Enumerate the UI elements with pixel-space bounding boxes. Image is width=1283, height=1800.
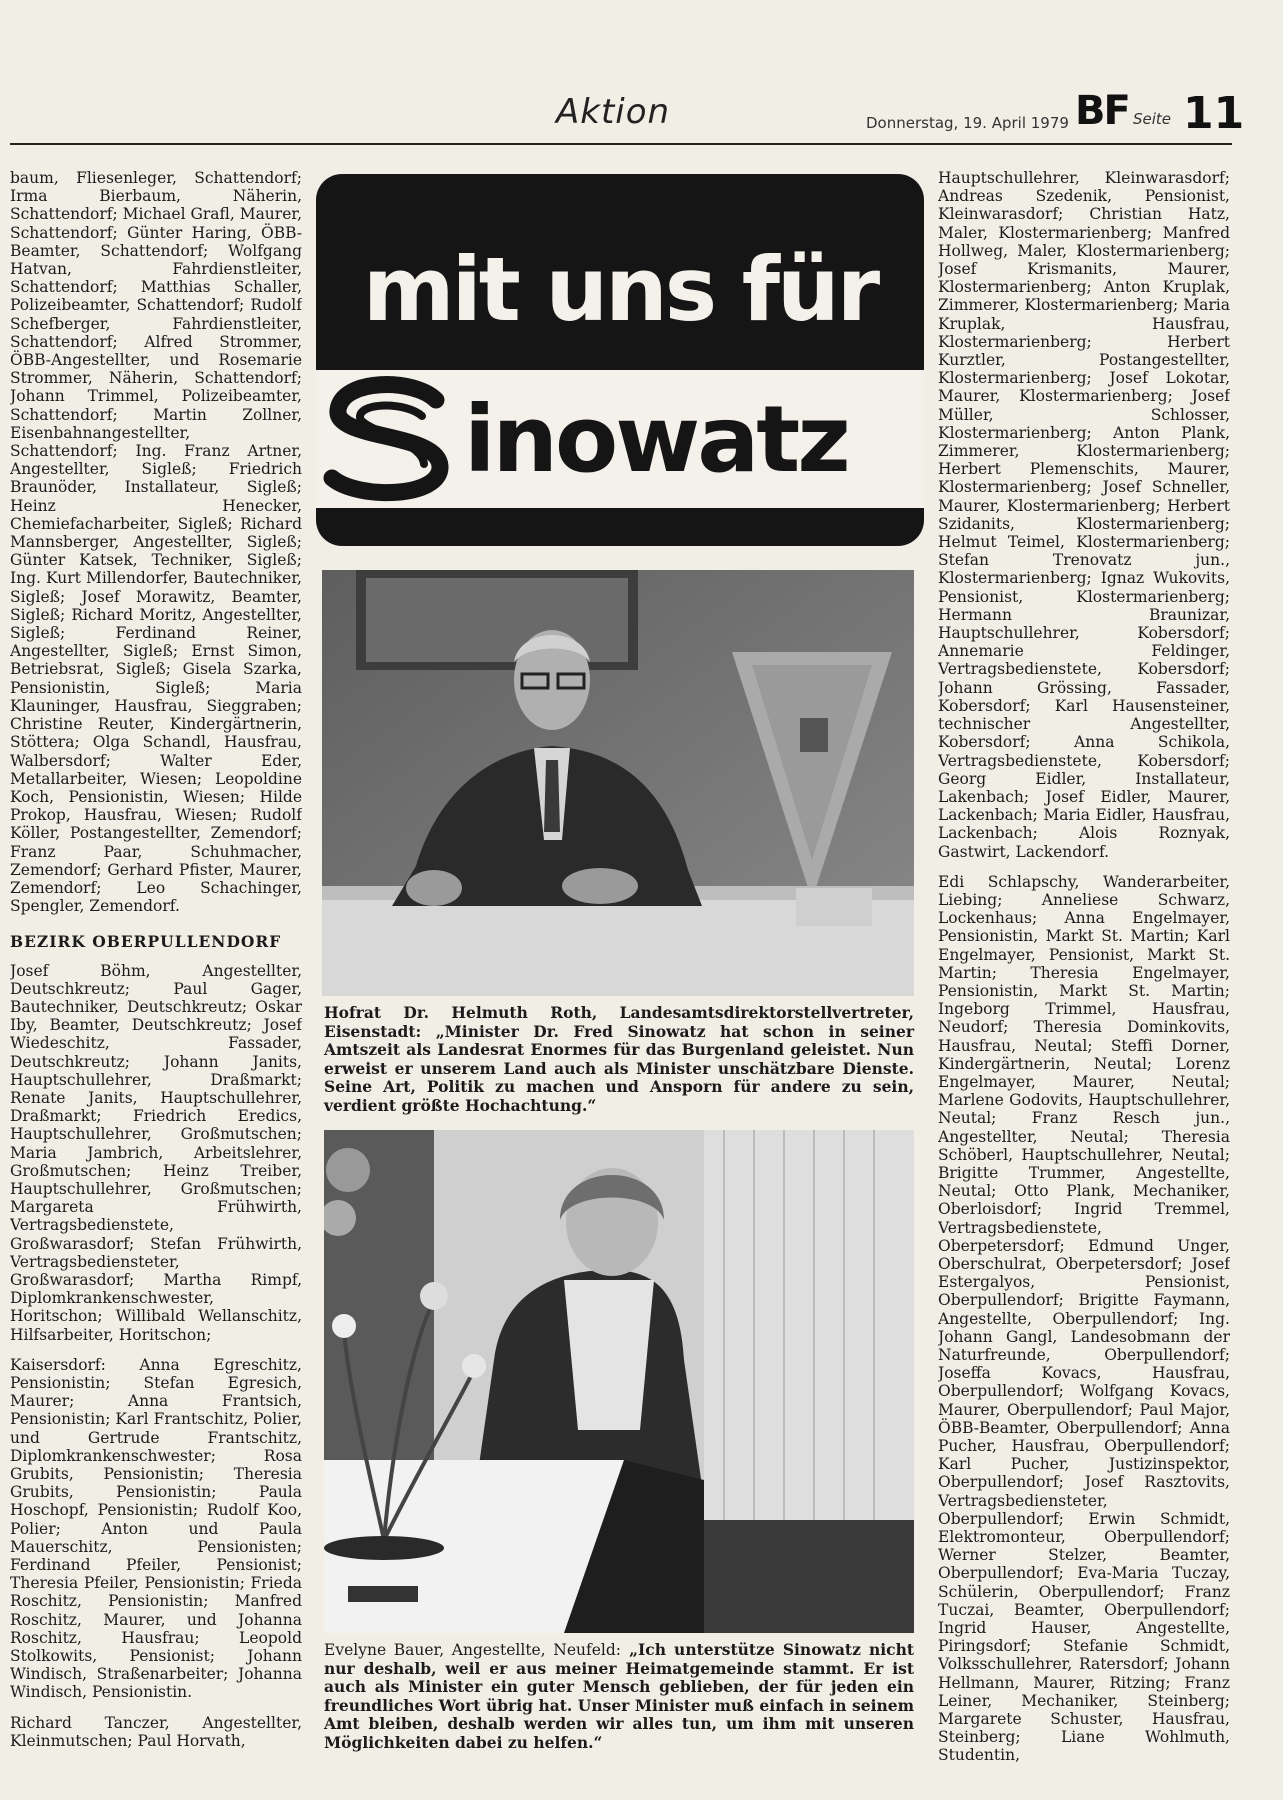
page-number: 11 [1183, 88, 1245, 139]
left-name-column [10, 169, 302, 1794]
photo2-caption-lead: Evelyne Bauer, Angestellte, Neufeld: [324, 1641, 621, 1659]
left-paragraph: Kaisersdorf: Anna Egreschitz, Pensionistin; Stefan Egresich, Maurer; Anna Frantsich, Pensionistin; Karl Frantschitz, Polier, und Gertrude Frantschitz, Diplomkrankenschwester; Rosa Grubits, Pensionistin; Theresia Grubits, Pensionistin; Paula Hoschopf, Pensionistin; Rudolf Koo, Polier; Anton und Paula Mauerschitz, Pensionisten; Ferdinand Pfeiler, Pensionist; Theresia Pfeiler, Pensionistin; Frieda Roschitz, Pensionistin; Manfred Roschitz, Maurer, und Johanna Roschitz, Hausfrau; Leopold Stolkowits, Pensionist; Johann Windisch, Straßenarbeiter; Johanna Windisch, Pensionistin. [10, 1355, 302, 1702]
page-header [0, 0, 1283, 150]
photo2-caption-quote: „Ich unterstütze Sinowatz nicht nur deshalb, weil er aus meiner Heimatgemeinde stammt. Er ist auch als Minister ein guter Mensch geblieben, der für jeden ein freundliches Wort übrig hat. Unser Minister muß einfach in seinem Amt bleiben, deshalb werden wir alles tun, um ihm mit unseren Möglichkeiten dabei zu helfen.“ [324, 1640, 914, 1752]
issue-date: Donnerstag, 19. April 1979 [866, 114, 1069, 132]
left-paragraph: baum, Fliesenleger, Schattendorf; Irma Bierbaum, Näherin, Schattendorf; Michael Grafl, Maurer, Schattendorf; Günter Haring, ÖBB-Beamter, Schattendorf; Wolfgang Hatvan, Fahrdienstleiter, Schattendorf; Matthias Schaller, Polizeibeamter, Schattendorf; Rudolf Schefberger, Fahrdienstleiter, Schattendorf; Alfred Strommer, ÖBB-Angestellter, und Rosemarie Strommer, Näherin, Schattendorf; Johann Trimmel, Polizeibeamter, Schattendorf; Martin Zollner, Eisenbahnangestellter, Schattendorf; Ing. Franz Artner, Angestellter, Sigleß; Friedrich Braunöder, Installateur, Sigleß; Heinz Henecker, Chemiefacharbeiter, Sigleß; Richard Mannsberger, Angestellter, Sigleß; Günter Katsek, Techniker, Sigleß; Ing. Kurt Millendorfer, Bautechniker, Sigleß; Josef Morawitz, Beamter, Sigleß; Richard Moritz, Angestellter, Sigleß; Ferdinand Reiner, Angestellter, Sigleß; Ernst Simon, Betriebsrat, Sigleß; Gisela Szarka, Pensionistin, Sigleß; Maria Klauninger, Hausfrau, Sieggraben; Christine Reuter, Kindergärtnerin, Stöttera; Olga Schandl, Hausfrau, Walbersdorf; Walter Eder, Metallarbeiter, Wiesen; Leopoldine Koch, Pensionistin, Wiesen; Hilde Prokop, Hausfrau, Wiesen; Rudolf Köller, Postangestellter, Zemendorf; Franz Paar, Schuhmacher, Zemendorf; Gerhard Pfister, Maurer, Zemendorf; Leo Schachinger, Spengler, Zemendorf. [10, 169, 302, 916]
s-logo-icon [318, 374, 464, 504]
newspaper-logo: BF [1075, 88, 1129, 134]
woman-portrait-image [324, 1130, 914, 1633]
slogan-line-2: inowatz [464, 386, 848, 493]
photo1-caption-lead: Hofrat Dr. Helmuth Roth, Landesamtsdirektorstellvertreter, Eisenstadt: [324, 1003, 914, 1041]
office-portrait-image [322, 570, 914, 996]
slogan-band [316, 370, 924, 508]
photo1-caption-quote: „Minister Dr. Fred Sinowatz hat schon in seiner Amtszeit als Landesrat Enormes für das Burgenland geleistet. Nun erweist er unserem Land auch als Minister unschätzbare Dienste. Seine Art, Politik zu machen und Ansporn für andere zu sein, verdient größte Hochachtung.“ [324, 1021, 914, 1115]
district-heading: BEZIRK OBERPULLENDORF [10, 932, 282, 952]
photo-evelyne-bauer [324, 1130, 914, 1633]
left-paragraph: Richard Tanczer, Angestellter, Kleinmutschen; Paul Horvath, [10, 1713, 302, 1750]
photo2-caption [324, 1641, 914, 1752]
page-label: Seite [1133, 110, 1172, 128]
right-name-column [938, 169, 1230, 1794]
left-paragraph: Josef Böhm, Angestellter, Deutschkreutz; Paul Gager, Bautechniker, Deutschkreutz; Oskar Iby, Beamter, Deutschkreutz; Josef Wiedeschitz, Fassader, Deutschkreutz; Johann Janits, Hauptschullehrer, Draßmarkt; Renate Janits, Hauptschullehrer, Draßmarkt; Friedrich Eredics, Hauptschullehrer, Großmutschen; Maria Jambrich, Arbeitslehrer, Großmutschen; Heinz Treiber, Hauptschullehrer, Großmutschen; Margareta Frühwirth, Vertragsbedienstete, Großwarasdorf; Stefan Frühwirth, Vertragsbediensteter, Großwarasdorf; Martha Rimpf, Diplomkrankenschwester, Horitschon; Willibald Wellanschitz, Hilfsarbeiter, Horitschon; [10, 961, 302, 1344]
slogan-line-1: mit uns für [362, 238, 878, 341]
section-title: Aktion [556, 92, 671, 132]
photo1-caption [324, 1004, 914, 1115]
photo-helmuth-roth [322, 570, 914, 996]
right-paragraph: Edi Schlapschy, Wanderarbeiter, Liebing; Anneliese Schwarz, Lockenhaus; Anna Engelmayer, Pensionistin, Markt St. Martin; Karl Engelmayer, Pensionist, Markt St. Martin; Theresia Engelmayer, Pensionistin, Markt St. Martin; Ingeborg Trimmel, Hausfrau, Neudorf; Theresia Dominkovits, Hausfrau, Neutal; Steffi Dorner, Kindergärtnerin, Neutal; Lorenz Engelmayer, Maurer, Neutal; Marlene Godovits, Hauptschullehrer, Neutal; Franz Resch jun., Angestellter, Neutal; Theresia Schöberl, Hauptschullehrer, Neutal; Brigitte Trummer, Angestellte, Neutal; Otto Plank, Mechaniker, Oberloisdorf; Ingrid Tremmel, Vertragsbedienstete, Oberpetersdorf; Edmund Unger, Oberschulrat, Oberpetersdorf; Josef Estergalyos, Pensionist, Oberpullendorf; Brigitte Faymann, Angestellte, Oberpullendorf; Ing. Johann Gangl, Landesobmann der Naturfreunde, Oberpullendorf; Joseffa Kovacs, Hausfrau, Oberpullendorf; Wolfgang Kovacs, Maurer, Oberpullendorf; Paul Major, ÖBB-Beamter, Oberpullendorf; Anna Pucher, Hausfrau, Oberpullendorf; Karl Pucher, Justizinspektor, Oberpullendorf; Josef Rasztovits, Vertragsbediensteter, Oberpullendorf; Erwin Schmidt, Elektromonteur, Oberpullendorf; Werner Stelzer, Beamter, Oberpullendorf; Eva-Maria Tuczay, Schülerin, Oberpullendorf; Franz Tuczai, Beamter, Oberpullendorf; Ingrid Hauser, Angestellte, Piringsdorf; Stefanie Schmidt, Volksschullehrer, Ratersdorf; Johann Hellmann, Maurer, Ritzing; Franz Leiner, Mechaniker, Steinberg; Margarete Schuster, Hausfrau, Steinberg; Liane Wohlmuth, Studentin, [938, 872, 1230, 1765]
right-paragraph: Hauptschullehrer, Kleinwarasdorf; Andreas Szedenik, Pensionist, Kleinwarasdorf; Christian Hatz, Maler, Klostermarienberg; Manfred Hollweg, Maler, Klostermarienberg; Josef Krismanits, Maurer, Klostermarienberg; Anton Kruplak, Zimmerer, Klostermarienberg; Maria Kruplak, Hausfrau, Klostermarienberg; Herbert Kurztler, Postangestellter, Klostermarienberg; Josef Lokotar, Maurer, Klostermarienberg; Josef Müller, Schlosser, Klostermarienberg; Anton Plank, Zimmerer, Klostermarienberg; Herbert Plemenschits, Maurer, Klostermarienberg; Josef Schneller, Maurer, Klostermarienberg; Herbert Szidanits, Klostermarienberg; Helmut Teimel, Klostermarienberg; Stefan Trenovatz jun., Klostermarienberg; Ignaz Wukovits, Pensionist, Klostermarienberg; Hermann Braunizar, Hauptschullehrer, Kobersdorf; Annemarie Feldinger, Vertragsbedienstete, Kobersdorf; Johann Grössing, Fassader, Kobersdorf; Karl Hausensteiner, technischer Angestellter, Kobersdorf; Anna Schikola, Vertragsbedienstete, Kobersdorf; Georg Eidler, Installateur, Lakenbach; Josef Eidler, Maurer, Lackenbach; Maria Eidler, Hausfrau, Lackenbach; Alois Roznyak, Gastwirt, Lackendorf. [938, 169, 1230, 861]
header-rule [10, 143, 1232, 145]
slogan-banner [316, 174, 924, 546]
